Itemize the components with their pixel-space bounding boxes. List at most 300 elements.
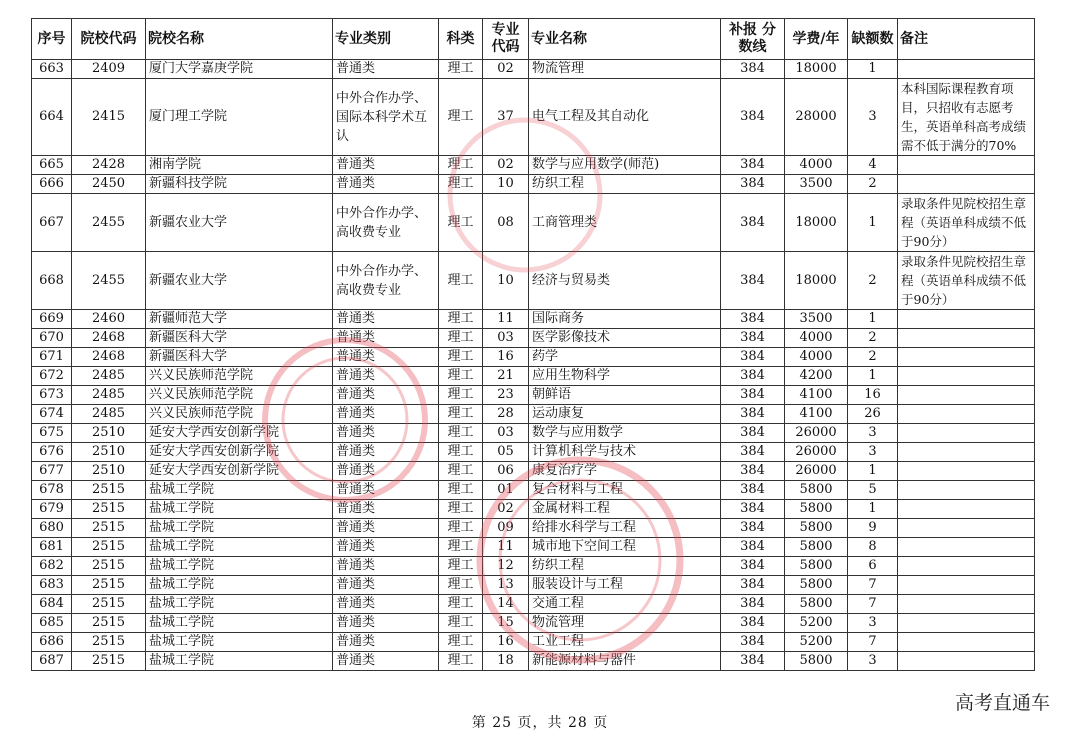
cell-score: 384 — [721, 156, 785, 175]
cell-fee: 5800 — [785, 557, 848, 576]
cell-major-code: 16 — [483, 348, 529, 367]
cell-note — [898, 348, 1035, 367]
cell-major-name: 朝鲜语 — [529, 386, 721, 405]
cell-major-code: 12 — [483, 557, 529, 576]
header-school-code: 院校代码 — [72, 19, 146, 60]
cell-no: 667 — [32, 194, 72, 252]
cell-major-code: 11 — [483, 310, 529, 329]
header-fee: 学费/年 — [785, 19, 848, 60]
cell-no: 673 — [32, 386, 72, 405]
cell-score: 384 — [721, 652, 785, 671]
cell-score: 384 — [721, 595, 785, 614]
cell-no: 680 — [32, 519, 72, 538]
cell-school-code: 2409 — [72, 60, 146, 79]
cell-category: 普通类 — [333, 557, 439, 576]
cell-no: 669 — [32, 310, 72, 329]
cell-note — [898, 576, 1035, 595]
cell-school-name: 盐城工学院 — [146, 595, 333, 614]
cell-school-name: 厦门大学嘉庚学院 — [146, 60, 333, 79]
cell-school-name: 湘南学院 — [146, 156, 333, 175]
cell-major-code: 15 — [483, 614, 529, 633]
cell-school-code: 2515 — [72, 557, 146, 576]
cell-fee: 4000 — [785, 348, 848, 367]
cell-school-name: 兴义民族师范学院 — [146, 405, 333, 424]
cell-note — [898, 60, 1035, 79]
cell-gap: 1 — [848, 60, 898, 79]
table-row — [32, 79, 1035, 156]
cell-no: 672 — [32, 367, 72, 386]
cell-note — [898, 500, 1035, 519]
cell-fee: 28000 — [785, 79, 848, 156]
cell-note: 本科国际课程教育项目，只招收有志愿考生，英语单科高考成绩需不低于满分的70% — [898, 79, 1035, 156]
page-footer: 第 25 页，共 28 页 — [471, 715, 609, 731]
cell-subject: 理工 — [439, 614, 483, 633]
cell-category: 普通类 — [333, 462, 439, 481]
cell-subject: 理工 — [439, 424, 483, 443]
cell-fee: 18000 — [785, 194, 848, 252]
cell-note — [898, 156, 1035, 175]
table-row — [32, 310, 1035, 329]
cell-major-code: 28 — [483, 405, 529, 424]
cell-major-code: 18 — [483, 652, 529, 671]
cell-school-name: 盐城工学院 — [146, 538, 333, 557]
cell-subject: 理工 — [439, 386, 483, 405]
cell-category: 普通类 — [333, 633, 439, 652]
cell-fee: 5200 — [785, 614, 848, 633]
cell-gap: 3 — [848, 424, 898, 443]
cell-note — [898, 329, 1035, 348]
cell-gap: 8 — [848, 538, 898, 557]
cell-category: 普通类 — [333, 348, 439, 367]
table-row — [32, 386, 1035, 405]
cell-score: 384 — [721, 310, 785, 329]
cell-school-name: 盐城工学院 — [146, 614, 333, 633]
table-row — [32, 538, 1035, 557]
cell-fee: 4100 — [785, 386, 848, 405]
table-row — [32, 60, 1035, 79]
cell-school-code: 2455 — [72, 194, 146, 252]
cell-major-name: 新能源材料与器件 — [529, 652, 721, 671]
cell-gap: 5 — [848, 481, 898, 500]
cell-major-code: 10 — [483, 175, 529, 194]
cell-school-code: 2515 — [72, 500, 146, 519]
table-row — [32, 481, 1035, 500]
cell-category: 普通类 — [333, 156, 439, 175]
cell-score: 384 — [721, 538, 785, 557]
cell-school-code: 2468 — [72, 348, 146, 367]
cell-subject: 理工 — [439, 60, 483, 79]
cell-no: 678 — [32, 481, 72, 500]
cell-major-name: 经济与贸易类 — [529, 252, 721, 310]
cell-score: 384 — [721, 60, 785, 79]
cell-gap: 1 — [848, 367, 898, 386]
cell-fee: 4200 — [785, 367, 848, 386]
cell-subject: 理工 — [439, 156, 483, 175]
cell-fee: 5800 — [785, 652, 848, 671]
cell-fee: 18000 — [785, 60, 848, 79]
table-row — [32, 500, 1035, 519]
cell-school-name: 延安大学西安创新学院 — [146, 424, 333, 443]
cell-major-code: 01 — [483, 481, 529, 500]
cell-category: 普通类 — [333, 614, 439, 633]
cell-subject: 理工 — [439, 557, 483, 576]
cell-category: 普通类 — [333, 595, 439, 614]
cell-category: 普通类 — [333, 405, 439, 424]
cell-major-name: 金属材料工程 — [529, 500, 721, 519]
cell-major-name: 物流管理 — [529, 60, 721, 79]
cell-major-name: 数学与应用数学 — [529, 424, 721, 443]
cell-major-name: 物流管理 — [529, 614, 721, 633]
cell-fee: 5200 — [785, 633, 848, 652]
table-row — [32, 576, 1035, 595]
header-category: 专业类别 — [333, 19, 439, 60]
cell-school-name: 盐城工学院 — [146, 519, 333, 538]
cell-score: 384 — [721, 405, 785, 424]
cell-score: 384 — [721, 348, 785, 367]
cell-note — [898, 462, 1035, 481]
cell-note — [898, 443, 1035, 462]
cell-note — [898, 424, 1035, 443]
cell-school-name: 延安大学西安创新学院 — [146, 443, 333, 462]
header-school-name: 院校名称 — [146, 19, 333, 60]
cell-major-code: 10 — [483, 252, 529, 310]
cell-note — [898, 595, 1035, 614]
cell-note — [898, 175, 1035, 194]
table-row — [32, 329, 1035, 348]
cell-school-code: 2428 — [72, 156, 146, 175]
header-major-name: 专业名称 — [529, 19, 721, 60]
cell-major-name: 电气工程及其自动化 — [529, 79, 721, 156]
cell-major-code: 06 — [483, 462, 529, 481]
cell-subject: 理工 — [439, 443, 483, 462]
header-major-code: 专业代码 — [483, 19, 529, 60]
cell-gap: 9 — [848, 519, 898, 538]
cell-school-code: 2510 — [72, 462, 146, 481]
cell-school-code: 2515 — [72, 538, 146, 557]
cell-no: 676 — [32, 443, 72, 462]
cell-school-name: 盐城工学院 — [146, 557, 333, 576]
cell-school-name: 兴义民族师范学院 — [146, 386, 333, 405]
cell-gap: 3 — [848, 652, 898, 671]
cell-major-code: 02 — [483, 60, 529, 79]
cell-fee: 26000 — [785, 424, 848, 443]
cell-category: 普通类 — [333, 443, 439, 462]
table-row — [32, 252, 1035, 310]
admission-table — [31, 18, 1035, 671]
cell-score: 384 — [721, 79, 785, 156]
cell-fee: 26000 — [785, 443, 848, 462]
cell-no: 671 — [32, 348, 72, 367]
cell-score: 384 — [721, 614, 785, 633]
cell-major-code: 37 — [483, 79, 529, 156]
cell-score: 384 — [721, 367, 785, 386]
cell-gap: 2 — [848, 175, 898, 194]
cell-major-name: 康复治疗学 — [529, 462, 721, 481]
cell-major-name: 复合材料与工程 — [529, 481, 721, 500]
table-row — [32, 348, 1035, 367]
header-score: 补报 分数线 — [721, 19, 785, 60]
cell-school-code: 2515 — [72, 481, 146, 500]
cell-major-name: 医学影像技术 — [529, 329, 721, 348]
cell-category: 中外合作办学、高收费专业 — [333, 252, 439, 310]
cell-subject: 理工 — [439, 538, 483, 557]
cell-note — [898, 614, 1035, 633]
cell-category: 普通类 — [333, 424, 439, 443]
cell-major-name: 服装设计与工程 — [529, 576, 721, 595]
header-no: 序号 — [32, 19, 72, 60]
cell-subject: 理工 — [439, 252, 483, 310]
cell-school-name: 兴义民族师范学院 — [146, 367, 333, 386]
cell-gap: 1 — [848, 462, 898, 481]
cell-gap: 7 — [848, 633, 898, 652]
cell-gap: 2 — [848, 252, 898, 310]
cell-school-code: 2510 — [72, 443, 146, 462]
table-row — [32, 595, 1035, 614]
cell-major-code: 08 — [483, 194, 529, 252]
cell-fee: 4100 — [785, 405, 848, 424]
cell-gap: 1 — [848, 194, 898, 252]
cell-no: 663 — [32, 60, 72, 79]
cell-major-code: 02 — [483, 500, 529, 519]
cell-score: 384 — [721, 519, 785, 538]
cell-no: 674 — [32, 405, 72, 424]
cell-no: 668 — [32, 252, 72, 310]
watermark-text: 高考直通车 — [954, 692, 1050, 714]
cell-subject: 理工 — [439, 576, 483, 595]
table-row — [32, 367, 1035, 386]
cell-category: 中外合作办学、国际本科学术互认 — [333, 79, 439, 156]
header-gap: 缺额数 — [848, 19, 898, 60]
cell-note — [898, 538, 1035, 557]
cell-major-code: 11 — [483, 538, 529, 557]
cell-fee: 4000 — [785, 156, 848, 175]
table-row — [32, 519, 1035, 538]
cell-school-code: 2455 — [72, 252, 146, 310]
cell-no: 675 — [32, 424, 72, 443]
cell-major-name: 纺织工程 — [529, 557, 721, 576]
cell-school-code: 2515 — [72, 652, 146, 671]
cell-fee: 5800 — [785, 595, 848, 614]
cell-no: 670 — [32, 329, 72, 348]
table-body — [32, 60, 1035, 671]
table-row — [32, 614, 1035, 633]
cell-school-code: 2515 — [72, 576, 146, 595]
cell-major-name: 城市地下空间工程 — [529, 538, 721, 557]
cell-score: 384 — [721, 329, 785, 348]
cell-note — [898, 633, 1035, 652]
cell-category: 普通类 — [333, 538, 439, 557]
cell-fee: 5800 — [785, 500, 848, 519]
cell-subject: 理工 — [439, 405, 483, 424]
cell-fee: 5800 — [785, 519, 848, 538]
cell-category: 普通类 — [333, 386, 439, 405]
cell-score: 384 — [721, 557, 785, 576]
cell-major-name: 国际商务 — [529, 310, 721, 329]
cell-major-name: 工商管理类 — [529, 194, 721, 252]
cell-no: 684 — [32, 595, 72, 614]
cell-major-name: 运动康复 — [529, 405, 721, 424]
table-row — [32, 462, 1035, 481]
cell-score: 384 — [721, 633, 785, 652]
cell-school-name: 新疆农业大学 — [146, 252, 333, 310]
cell-school-code: 2515 — [72, 519, 146, 538]
cell-gap: 3 — [848, 79, 898, 156]
cell-note: 录取条件见院校招生章程（英语单科成绩不低于90分） — [898, 194, 1035, 252]
cell-subject: 理工 — [439, 175, 483, 194]
cell-fee: 3500 — [785, 310, 848, 329]
cell-school-name: 新疆医科大学 — [146, 348, 333, 367]
cell-category: 普通类 — [333, 652, 439, 671]
cell-score: 384 — [721, 576, 785, 595]
cell-school-code: 2515 — [72, 633, 146, 652]
cell-school-code: 2415 — [72, 79, 146, 156]
cell-gap: 2 — [848, 348, 898, 367]
cell-school-name: 新疆师范大学 — [146, 310, 333, 329]
cell-no: 665 — [32, 156, 72, 175]
cell-score: 384 — [721, 194, 785, 252]
cell-school-code: 2460 — [72, 310, 146, 329]
cell-major-name: 数学与应用数学(师范) — [529, 156, 721, 175]
cell-note — [898, 519, 1035, 538]
cell-no: 666 — [32, 175, 72, 194]
cell-gap: 1 — [848, 310, 898, 329]
cell-gap: 2 — [848, 329, 898, 348]
cell-score: 384 — [721, 386, 785, 405]
table-row — [32, 405, 1035, 424]
cell-category: 普通类 — [333, 500, 439, 519]
cell-score: 384 — [721, 424, 785, 443]
cell-score: 384 — [721, 175, 785, 194]
cell-score: 384 — [721, 443, 785, 462]
cell-school-name: 新疆医科大学 — [146, 329, 333, 348]
cell-major-name: 交通工程 — [529, 595, 721, 614]
cell-school-code: 2468 — [72, 329, 146, 348]
cell-note — [898, 310, 1035, 329]
cell-subject: 理工 — [439, 329, 483, 348]
cell-no: 677 — [32, 462, 72, 481]
cell-no: 683 — [32, 576, 72, 595]
header-note: 备注 — [898, 19, 1035, 60]
cell-subject: 理工 — [439, 79, 483, 156]
cell-gap: 7 — [848, 576, 898, 595]
table-row — [32, 633, 1035, 652]
cell-school-name: 盐城工学院 — [146, 633, 333, 652]
cell-school-name: 延安大学西安创新学院 — [146, 462, 333, 481]
cell-major-code: 09 — [483, 519, 529, 538]
cell-fee: 26000 — [785, 462, 848, 481]
cell-school-name: 盐城工学院 — [146, 500, 333, 519]
cell-school-name: 盐城工学院 — [146, 576, 333, 595]
cell-major-name: 工业工程 — [529, 633, 721, 652]
cell-major-code: 16 — [483, 633, 529, 652]
cell-major-name: 计算机科学与技术 — [529, 443, 721, 462]
cell-subject: 理工 — [439, 595, 483, 614]
cell-score: 384 — [721, 500, 785, 519]
cell-category: 普通类 — [333, 576, 439, 595]
cell-subject: 理工 — [439, 519, 483, 538]
cell-category: 普通类 — [333, 329, 439, 348]
table-row — [32, 443, 1035, 462]
cell-category: 普通类 — [333, 310, 439, 329]
cell-no: 679 — [32, 500, 72, 519]
cell-no: 664 — [32, 79, 72, 156]
cell-score: 384 — [721, 481, 785, 500]
cell-major-name: 应用生物科学 — [529, 367, 721, 386]
cell-subject: 理工 — [439, 194, 483, 252]
cell-note — [898, 652, 1035, 671]
cell-category: 普通类 — [333, 519, 439, 538]
cell-no: 686 — [32, 633, 72, 652]
cell-school-code: 2515 — [72, 595, 146, 614]
cell-major-code: 21 — [483, 367, 529, 386]
table-row — [32, 194, 1035, 252]
cell-subject: 理工 — [439, 462, 483, 481]
cell-category: 中外合作办学、高收费专业 — [333, 194, 439, 252]
cell-no: 687 — [32, 652, 72, 671]
cell-subject: 理工 — [439, 652, 483, 671]
cell-note — [898, 557, 1035, 576]
cell-gap: 4 — [848, 156, 898, 175]
cell-subject: 理工 — [439, 310, 483, 329]
cell-fee: 5800 — [785, 481, 848, 500]
cell-note: 录取条件见院校招生章程（英语单科成绩不低于90分） — [898, 252, 1035, 310]
table-row — [32, 175, 1035, 194]
cell-major-code: 23 — [483, 386, 529, 405]
cell-note — [898, 386, 1035, 405]
cell-school-code: 2450 — [72, 175, 146, 194]
cell-fee: 5800 — [785, 576, 848, 595]
cell-category: 普通类 — [333, 481, 439, 500]
table-row — [32, 652, 1035, 671]
cell-gap: 7 — [848, 595, 898, 614]
cell-major-code: 02 — [483, 156, 529, 175]
table-row — [32, 156, 1035, 175]
cell-major-code: 05 — [483, 443, 529, 462]
cell-note — [898, 405, 1035, 424]
cell-school-name: 盐城工学院 — [146, 652, 333, 671]
cell-gap: 26 — [848, 405, 898, 424]
cell-school-code: 2515 — [72, 614, 146, 633]
cell-school-name: 新疆农业大学 — [146, 194, 333, 252]
cell-no: 682 — [32, 557, 72, 576]
cell-school-name: 盐城工学院 — [146, 481, 333, 500]
cell-fee: 3500 — [785, 175, 848, 194]
cell-gap: 1 — [848, 500, 898, 519]
cell-subject: 理工 — [439, 633, 483, 652]
cell-category: 普通类 — [333, 175, 439, 194]
cell-subject: 理工 — [439, 367, 483, 386]
table-row — [32, 424, 1035, 443]
cell-school-code: 2510 — [72, 424, 146, 443]
table-row — [32, 557, 1035, 576]
cell-school-code: 2485 — [72, 405, 146, 424]
cell-gap: 3 — [848, 614, 898, 633]
cell-subject: 理工 — [439, 348, 483, 367]
cell-category: 普通类 — [333, 367, 439, 386]
cell-no: 681 — [32, 538, 72, 557]
cell-major-code: 03 — [483, 329, 529, 348]
cell-note — [898, 367, 1035, 386]
cell-gap: 3 — [848, 443, 898, 462]
cell-major-name: 纺织工程 — [529, 175, 721, 194]
cell-fee: 4000 — [785, 329, 848, 348]
cell-major-name: 给排水科学与工程 — [529, 519, 721, 538]
cell-no: 685 — [32, 614, 72, 633]
cell-subject: 理工 — [439, 500, 483, 519]
header-subject: 科类 — [439, 19, 483, 60]
cell-score: 384 — [721, 462, 785, 481]
cell-gap: 6 — [848, 557, 898, 576]
